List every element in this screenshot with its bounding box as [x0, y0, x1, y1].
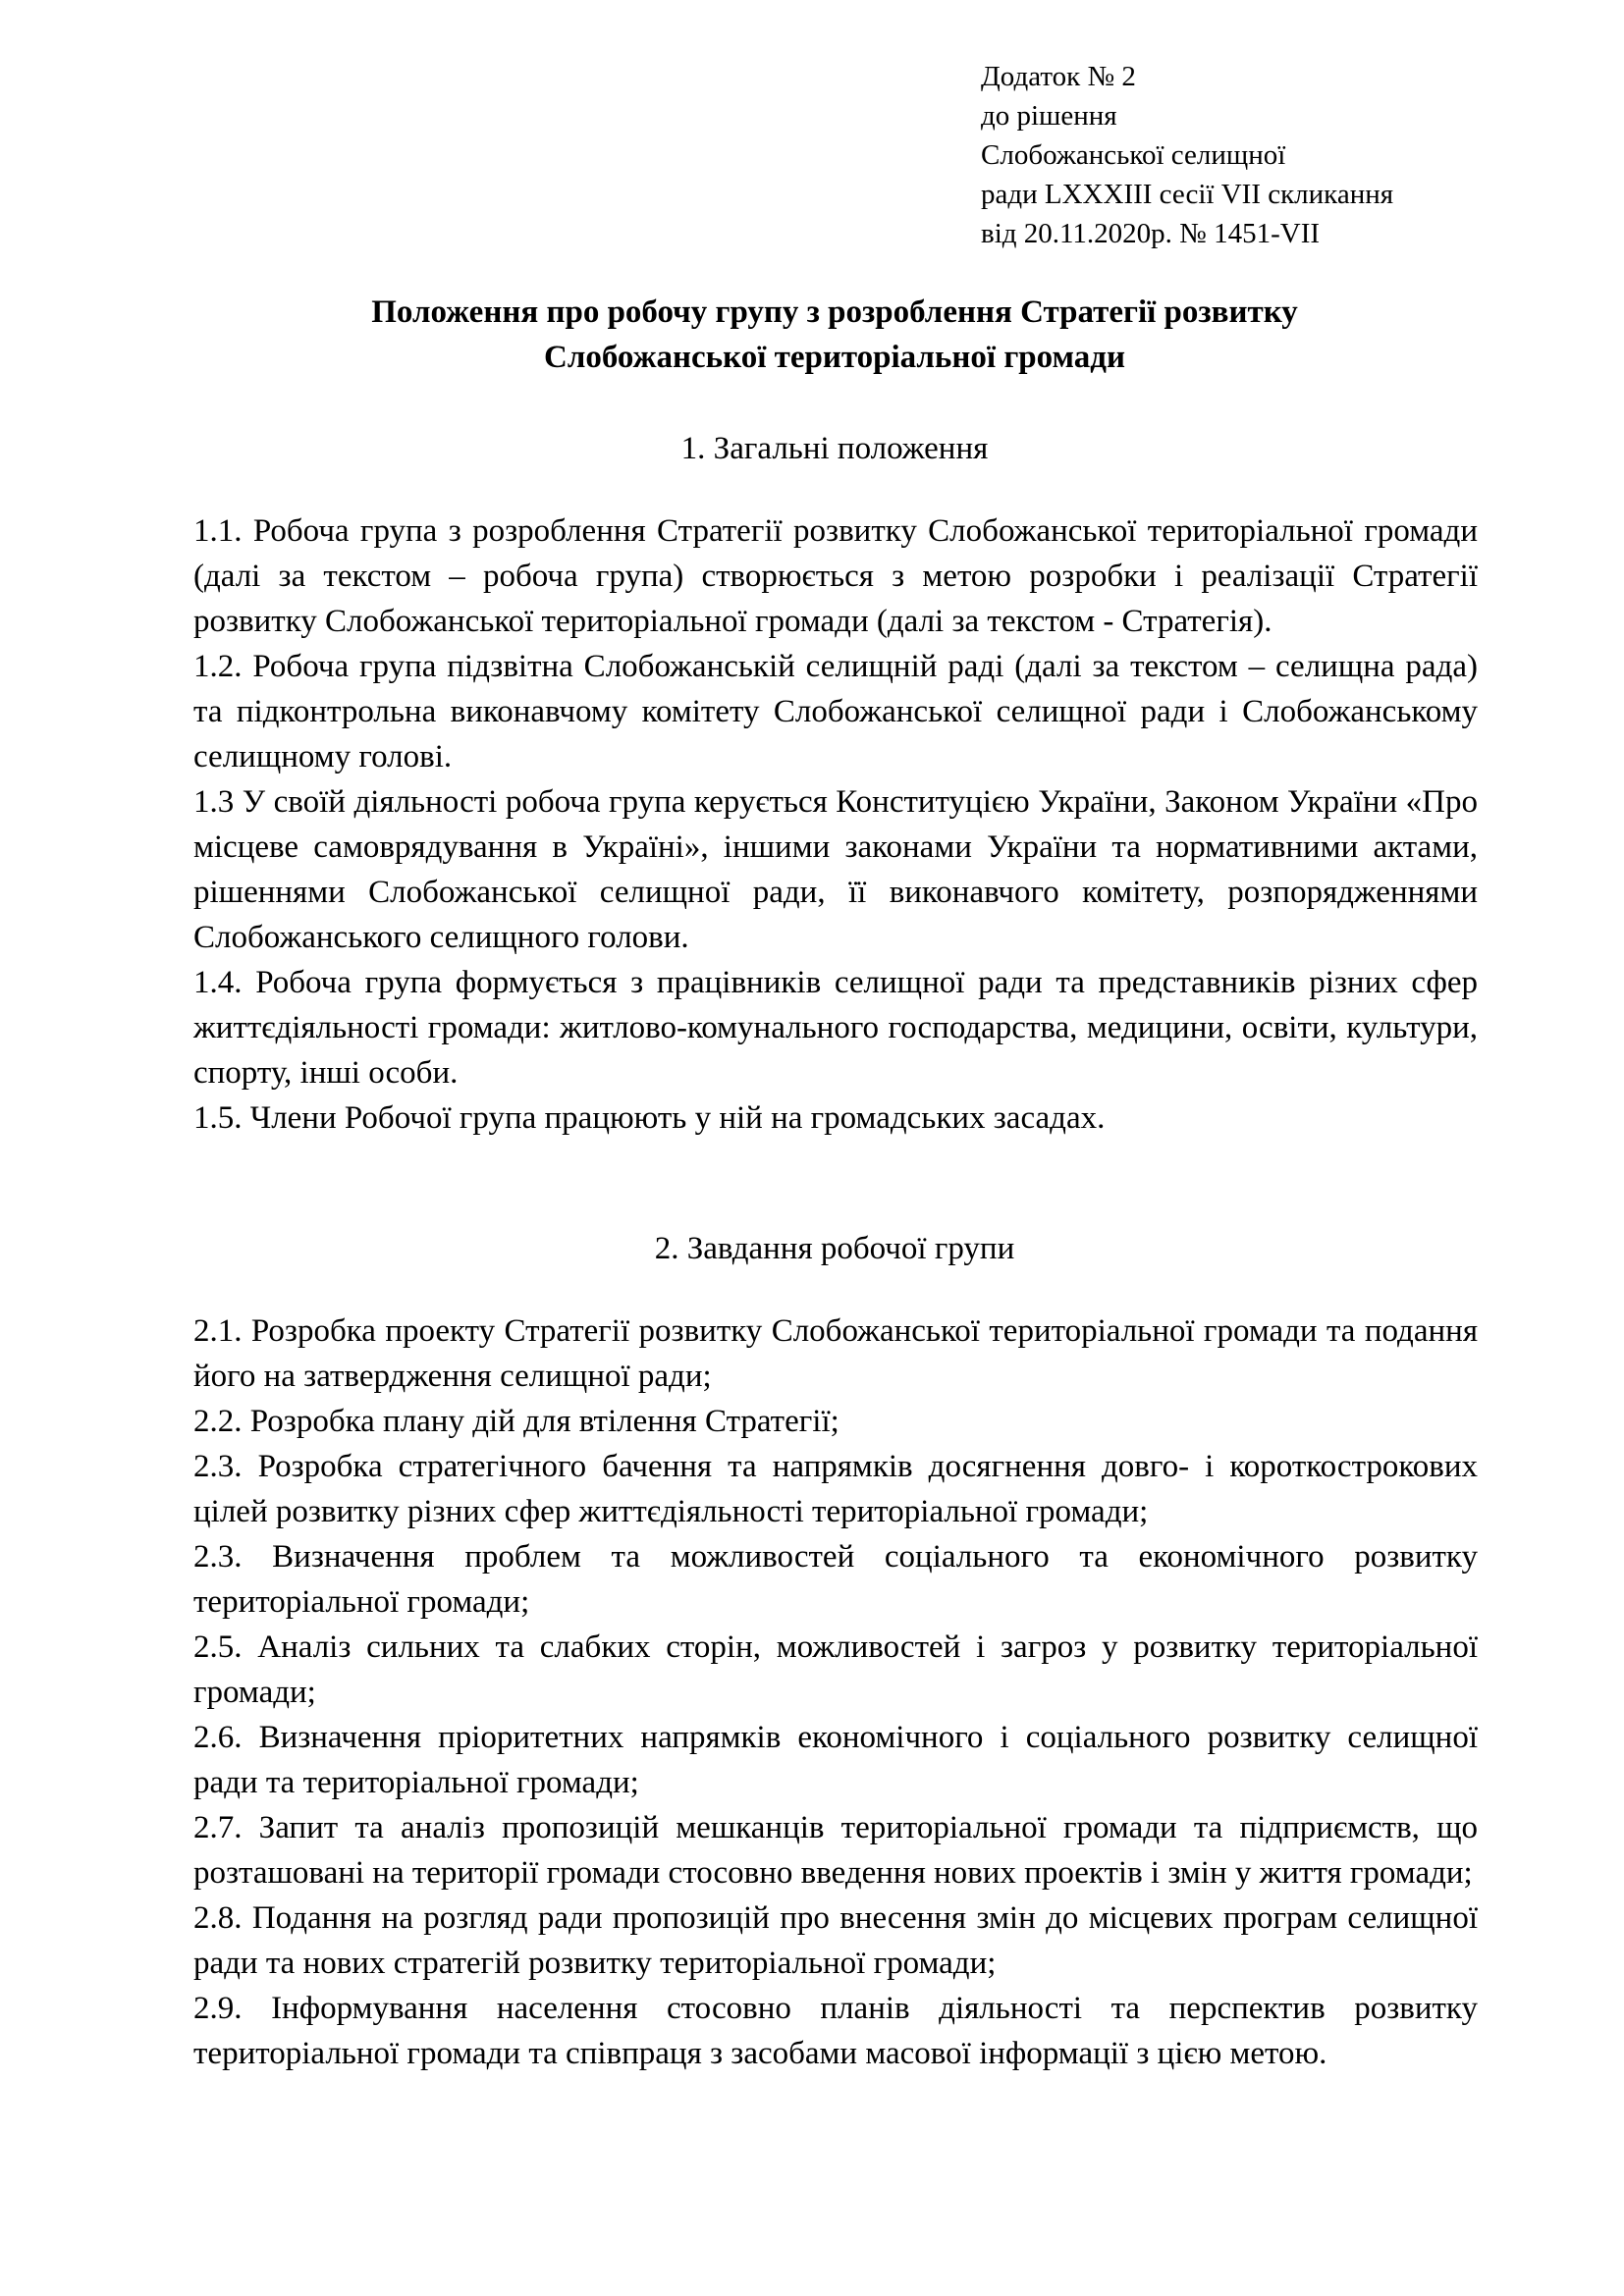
section-heading-tasks: 2. Завдання робочої групи [654, 1231, 1015, 1266]
paragraph-1-2: 1.2. Робоча група підзвітна Слобожанській селищній раді (далі за текстом – селищна рада) та підконтрольна виконавчому комітету Слобожанської селищної ради і Слобожанському селищному голові. [193, 649, 1478, 774]
section-heading-general: 1. Загальні положення [680, 431, 989, 466]
annex-line: Слобожанської селищної [981, 139, 1286, 171]
annex-line: ради LXXXIII сесії VII скликання [981, 179, 1394, 210]
paragraph-2-6: 2.6. Визначення пріоритетних напрямків економічного і соціального розвитку селищної ради та територіальної громади; [193, 1720, 1478, 1800]
paragraph-2-1: 2.1. Розробка проекту Стратегії розвитку Слобожанської територіальної громади та подання його на затвердження селищної ради; [193, 1313, 1478, 1394]
paragraph-2-3b: 2.3. Визначення проблем та можливостей соціального та економічного розвитку територіальної громади; [193, 1539, 1478, 1620]
annex-line: Додаток № 2 [981, 61, 1136, 92]
paragraph-2-3a: 2.3. Розробка стратегічного бачення та напрямків досягнення довго- і короткострокових цілей розвитку різних сфер життєдіяльності територіальної громади; [193, 1449, 1478, 1529]
paragraph-1-4: 1.4. Робоча група формується з працівників селищної ради та представників різних сфер життєдіяльності громади: житлово-комунального господарства, медицини, освіти, культури, спорту, інші особи. [193, 965, 1478, 1091]
annex-line: від 20.11.2020р. № 1451-VII [981, 218, 1321, 249]
document-title-line-2: Слобожанської територіальної громади [543, 340, 1125, 375]
document-title [147, 290, 1522, 380]
document-title-line-1: Положення про робочу групу з розроблення Стратегії розвитку [371, 294, 1298, 330]
section-body-general [193, 508, 1478, 1141]
paragraph-2-8: 2.8. Подання на розгляд ради пропозицій про внесення змін до місцевих програм селищної ради та нових стратегій розвитку територіальної громади; [193, 1900, 1478, 1981]
paragraph-2-5: 2.5. Аналіз сильних та слабких сторін, можливостей і загроз у розвитку територіальної громади; [193, 1629, 1478, 1710]
paragraph-2-2: 2.2. Розробка плану дій для втілення Стратегії; [193, 1404, 839, 1439]
section-body-tasks [193, 1308, 1478, 2076]
paragraph-1-1: 1.1. Робоча група з розроблення Стратегії розвитку Слобожанської територіальної громади (далі за текстом – робоча група) створюється з метою розробки і реалізації Стратегії розвитку Слобожанської територіальної громади (далі за текстом - Стратегія). [193, 513, 1478, 639]
paragraph-2-9: 2.9. Інформування населення стосовно планів діяльності та перспектив розвитку територіальної громади та співпраця з засобами масової інформації з цією метою. [193, 1991, 1478, 2071]
annex-line: до рішення [981, 100, 1117, 132]
paragraph-2-7: 2.7. Запит та аналіз пропозицій мешканців територіальної громади та підприємств, що розташовані на території громади стосовно введення нових проектів і змін у життя громади; [193, 1810, 1478, 1891]
paragraph-1-5: 1.5. Члени Робочої група працюють у ній на громадських засадах. [193, 1100, 1106, 1136]
annex-block [981, 57, 1393, 253]
paragraph-1-3: 1.3 У своїй діяльності робоча група керується Конституцією України, Законом України «Про місцеве самоврядування в Україні», іншими законами України та нормативними актами, рішеннями Слобожанської селищної ради, її виконавчого комітету, розпорядженнями Слобожанського селищного голови. [193, 784, 1478, 955]
